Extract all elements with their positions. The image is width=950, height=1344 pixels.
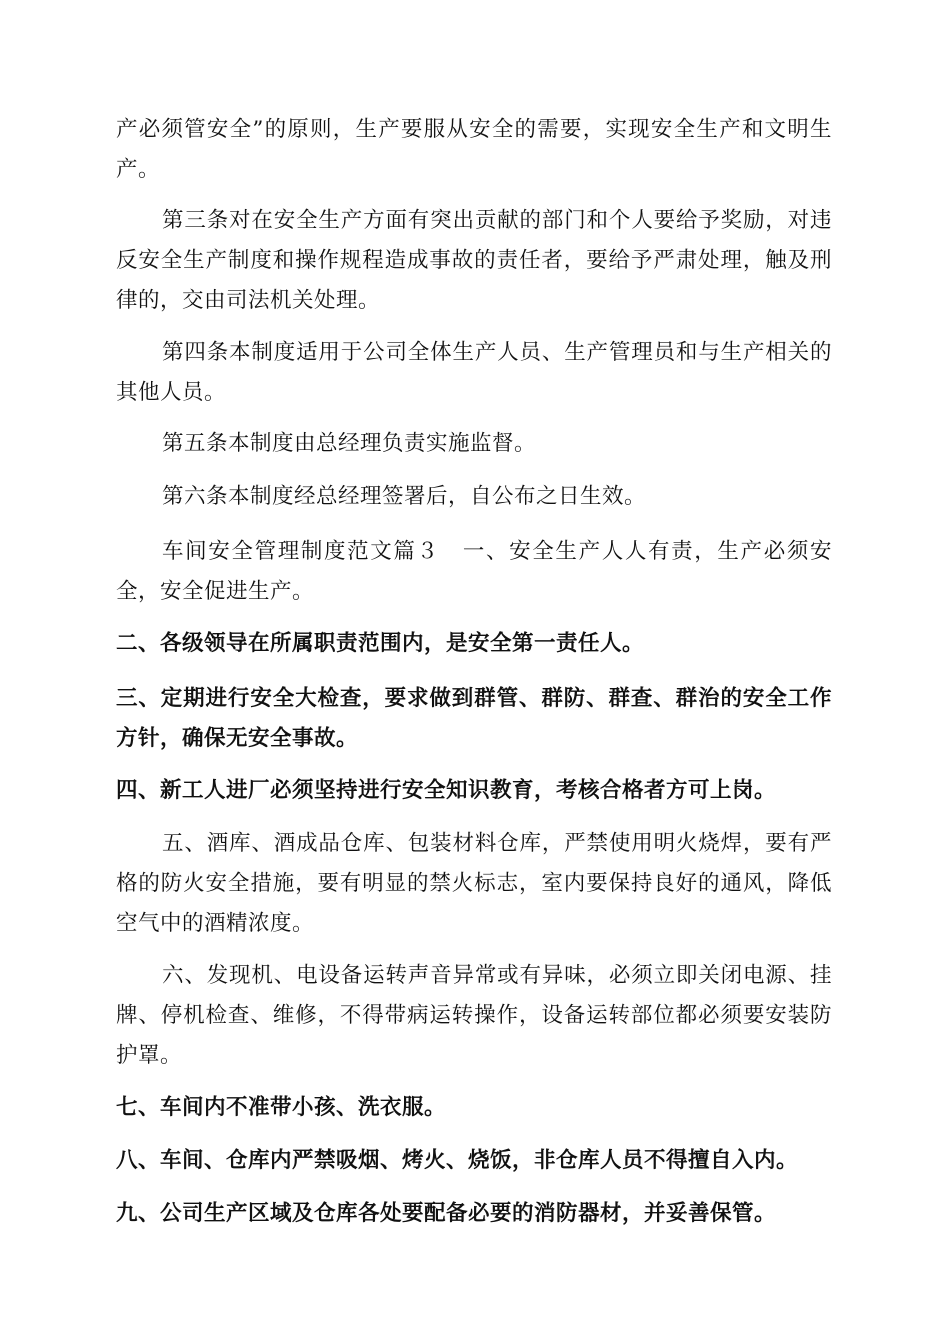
paragraph-article-6: 第六条本制度经总经理签署后，自公布之日生效。 bbox=[162, 484, 647, 509]
paragraph-article-5: 第五条本制度由总经理负责实施监督。 bbox=[162, 431, 537, 456]
paragraph-item-7: 七、车间内不准带小孩、洗衣服。 bbox=[116, 1095, 447, 1120]
paragraph-article-3: 第三条对在安全生产方面有突出贡献的部门和个人要给予奖励，对违反安全生产制度和操作规程造成事故的责任者，要给予严肃处理，触及刑律的，交由司法机关处理。 bbox=[116, 208, 832, 313]
paragraph-item-4: 四、新工人进厂必须坚持进行安全知识教育，考核合格者方可上岗。 bbox=[116, 778, 777, 803]
paragraph-item-5: 五、酒库、酒成品仓库、包装材料仓库，严禁使用明火烧焊，要有严格的防火安全措施，要有明显的禁火标志，室内要保持良好的通风，降低空气中的酒精浓度。 bbox=[116, 831, 832, 936]
paragraph-article-4: 第四条本制度适用于公司全体生产人员、生产管理员和与生产相关的其他人员。 bbox=[116, 340, 832, 405]
paragraph-section-3-heading: 车间安全管理制度范文篇３ 一、安全生产人人有责，生产必须安全，安全促进生产。 bbox=[116, 539, 832, 604]
paragraph-item-2: 二、各级领导在所属职责范围内，是安全第一责任人。 bbox=[116, 631, 645, 656]
paragraph-item-3: 三、定期进行安全大检查，要求做到群管、群防、群查、群治的安全工作方针，确保无安全事故。 bbox=[116, 686, 832, 751]
paragraph-item-9: 九、公司生产区域及仓库各处要配备必要的消防器材，并妥善保管。 bbox=[116, 1201, 777, 1226]
paragraph-item-8: 八、车间、仓库内严禁吸烟、烤火、烧饭，非仓库人员不得擅自入内。 bbox=[116, 1148, 799, 1173]
paragraph-continuation: 产必须管安全”的原则，生产要服从安全的需要，实现安全生产和文明生产。 bbox=[116, 117, 832, 182]
paragraph-item-6: 六、发现机、电设备运转声音异常或有异味，必须立即关闭电源、挂牌、停机检查、维修，不得带病运转操作，设备运转部位都必须要安装防护罩。 bbox=[116, 963, 832, 1068]
